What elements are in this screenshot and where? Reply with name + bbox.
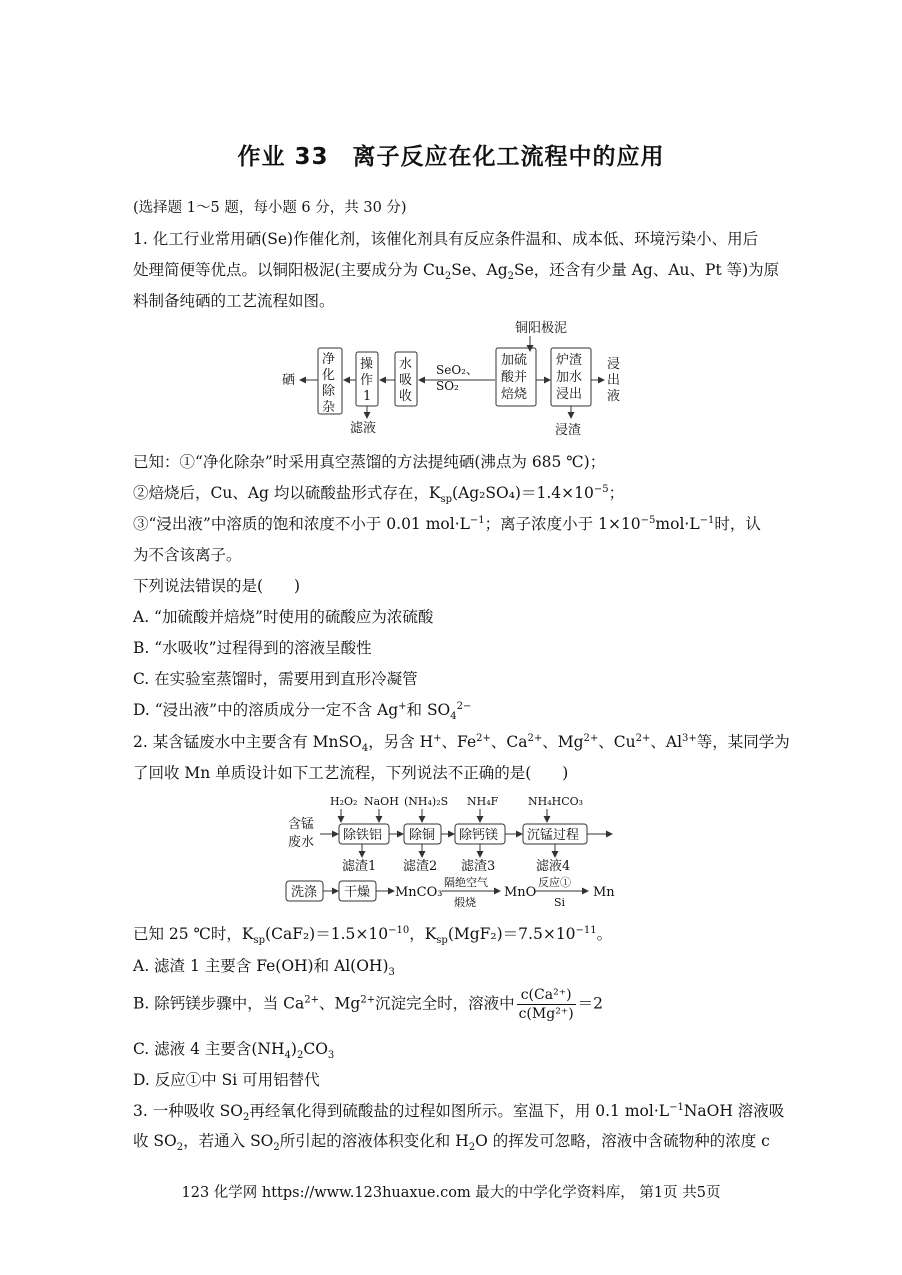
svg-text:(NH₄)₂S: (NH₄)₂S — [404, 795, 449, 808]
q1-stem-line1: 1. 化工行业常用硒(Se)作催化剂，该催化剂具有反应条件温和、成本低、环境污染小、用后 — [133, 230, 759, 248]
q2-stem-line2: 了回收 Mn 单质设计如下工艺流程，下列说法不正确的是( ) — [133, 764, 569, 782]
svg-text:H₂O₂: H₂O₂ — [330, 795, 358, 808]
svg-text:Mn: Mn — [593, 885, 615, 900]
svg-text:滤渣1: 滤渣1 — [342, 859, 377, 874]
svg-text:NH₄F: NH₄F — [467, 795, 499, 808]
q1-known-2: ②焙烧后，Cu、Ag 均以硫酸盐形式存在，$K_{sp}(Ag_2SO_4)=1.4\times 10^{-5}$； — [133, 483, 625, 506]
svg-text:水: 水 — [399, 357, 413, 372]
q1-option-d: D. “浸出液”中的溶质成分一定不含 Ag+和 $SO_4^{2-}$ — [133, 700, 472, 723]
svg-text:除铜: 除铜 — [409, 828, 436, 843]
q1-option-c: C. 在实验室蒸馏时，需要用到直形冷凝管 — [133, 670, 418, 688]
q3-stem-line1: 3. 一种吸收 $SO_2$再经氧化得到硫酸盐的过程如图所示。室温下，用 0.1 $mol\cdot L^{-1}NaOH$ 溶液吸 — [133, 1101, 785, 1124]
svg-text:沉锰过程: 沉锰过程 — [527, 828, 580, 843]
q1-option-b: B. “水吸收”过程得到的溶液呈酸性 — [133, 639, 372, 657]
svg-text:除铁铝: 除铁铝 — [343, 828, 383, 843]
q3-stem-line2: 收 $SO_2$，若通入 $SO_2$所引起的溶液体积变化和 $H_2O$ 的挥发可忽略，溶液中含硫物种的浓度 c — [133, 1132, 770, 1154]
svg-text:煅烧: 煅烧 — [454, 896, 476, 909]
q1-se-label: 硒 — [282, 373, 296, 388]
q1-option-a: A. “加硫酸并焙烧”时使用的硫酸应为浓硫酸 — [133, 608, 434, 626]
svg-text:出: 出 — [607, 373, 621, 388]
svg-text:NH₄HCO₃: NH₄HCO₃ — [528, 795, 584, 808]
svg-text:SeO₂、: SeO₂、 — [436, 363, 478, 377]
q1-raw-label: 铜阳极泥 — [515, 321, 568, 336]
q1-ask: 下列说法错误的是( ) — [133, 577, 301, 595]
svg-text:收: 收 — [399, 389, 413, 404]
svg-text:除钙镁: 除钙镁 — [459, 828, 499, 843]
svg-text:含锰: 含锰 — [288, 817, 315, 832]
page-footer: 123 化学网 https://www.123huaxue.com 最大的中学化学资料库， 第1页 共5页 — [181, 1185, 721, 1201]
q2-option-a: A. 滤渣 1 主要含 Fe(OH)和 $Al(OH)_3$ — [133, 957, 395, 979]
q1-known-3: ③“浸出液”中溶质的饱和浓度不小于 0.01 $mol\cdot L^{-1}$；离子浓度小于 $1\times 10^{-5}mol\cdot L^{-1}$时，认 — [133, 514, 761, 533]
svg-text:杂: 杂 — [322, 400, 336, 415]
svg-text:MnCO₃: MnCO₃ — [395, 885, 443, 900]
q1-known-1: 已知：①“净化除杂”时采用真空蒸馏的方法提纯硒(沸点为 685 ℃)； — [133, 453, 606, 471]
svg-text:吸: 吸 — [399, 373, 413, 388]
q1-flow-diagram — [270, 318, 650, 443]
svg-text:1: 1 — [363, 389, 372, 404]
svg-text:干燥: 干燥 — [344, 885, 371, 900]
svg-text:隔绝空气: 隔绝空气 — [444, 876, 488, 889]
svg-text:NaOH: NaOH — [364, 795, 399, 808]
q2-option-c: C. 滤液 4 主要含$(NH_4)_2CO_3$ — [133, 1040, 335, 1062]
svg-text:滤渣2: 滤渣2 — [403, 859, 438, 874]
svg-text:反应①: 反应① — [538, 876, 571, 889]
svg-text:液: 液 — [607, 389, 621, 404]
q2-flow-diagram — [282, 790, 632, 915]
svg-text:炉渣: 炉渣 — [556, 353, 583, 368]
svg-text:滤渣3: 滤渣3 — [461, 859, 496, 874]
svg-text:浸出: 浸出 — [556, 387, 583, 402]
q2-stem-line1: 2. 某含锰废水中主要含有 MnSO$_4$，另含 H+、$Fe^{2+}$、$Ca^{2+}$、$Mg^{2+}$、$Cu^{2+}$、$Al^{3+}$等，某同学为 — [133, 732, 790, 755]
q1-residue-label: 浸渣 — [555, 423, 582, 438]
svg-text:加水: 加水 — [556, 370, 583, 385]
svg-text:加硫: 加硫 — [501, 353, 528, 368]
svg-text:作: 作 — [360, 373, 374, 388]
q2-option-b: B. 除钙镁步骤中，当 $Ca^{2+}$、$Mg^{2+}$沉淀完全时，溶液中 $\frac{\text{c(Ca²⁺)}}{\text{c(Mg²⁺)}}$ ＝2 — [133, 987, 604, 1022]
q2-option-d: D. 反应①中 Si 可用铝替代 — [133, 1071, 320, 1089]
q2-known: 已知 25 ℃时，$K_{sp}(CaF_2)=1.5\times 10^{-10}$，$K_{sp}(MgF_2)=7.5\times 10^{-11}$。 — [133, 924, 613, 947]
q1-stem-line3: 料制备纯硒的工艺流程如图。 — [133, 292, 335, 310]
svg-text:焙烧: 焙烧 — [501, 387, 528, 402]
intro: (选择题 1～5 题，每小题 6 分，共 30 分) — [133, 200, 407, 216]
svg-text:化: 化 — [322, 368, 336, 383]
q2-option-b-fraction: $\frac{\text{c(Ca²⁺)}}{\text{c(Mg²⁺)}}$ — [518, 987, 574, 1022]
svg-text:废水: 废水 — [288, 835, 315, 850]
svg-text:浸: 浸 — [607, 357, 621, 372]
svg-text:Si: Si — [554, 896, 566, 909]
q1-filtrate-label: 滤液 — [350, 421, 377, 436]
svg-text:操: 操 — [360, 357, 374, 372]
svg-text:除: 除 — [322, 384, 336, 399]
svg-text:酸并: 酸并 — [501, 370, 528, 385]
svg-text:净: 净 — [322, 352, 336, 367]
svg-text:MnO: MnO — [504, 885, 537, 900]
svg-text:滤液4: 滤液4 — [536, 859, 571, 874]
page-title: 作业 33 离子反应在化工流程中的应用 — [237, 144, 665, 170]
svg-text:洗涤: 洗涤 — [291, 885, 318, 900]
q1-known-3-cont: 为不含该离子。 — [133, 546, 242, 564]
svg-text:SO₂: SO₂ — [436, 379, 459, 393]
q1-stem-line2: 处理简便等优点。以铜阳极泥(主要成分为 $Cu_2Se$、$Ag_2Se$，还含有少量 Ag、Au、Pt 等)为原 — [133, 261, 780, 283]
